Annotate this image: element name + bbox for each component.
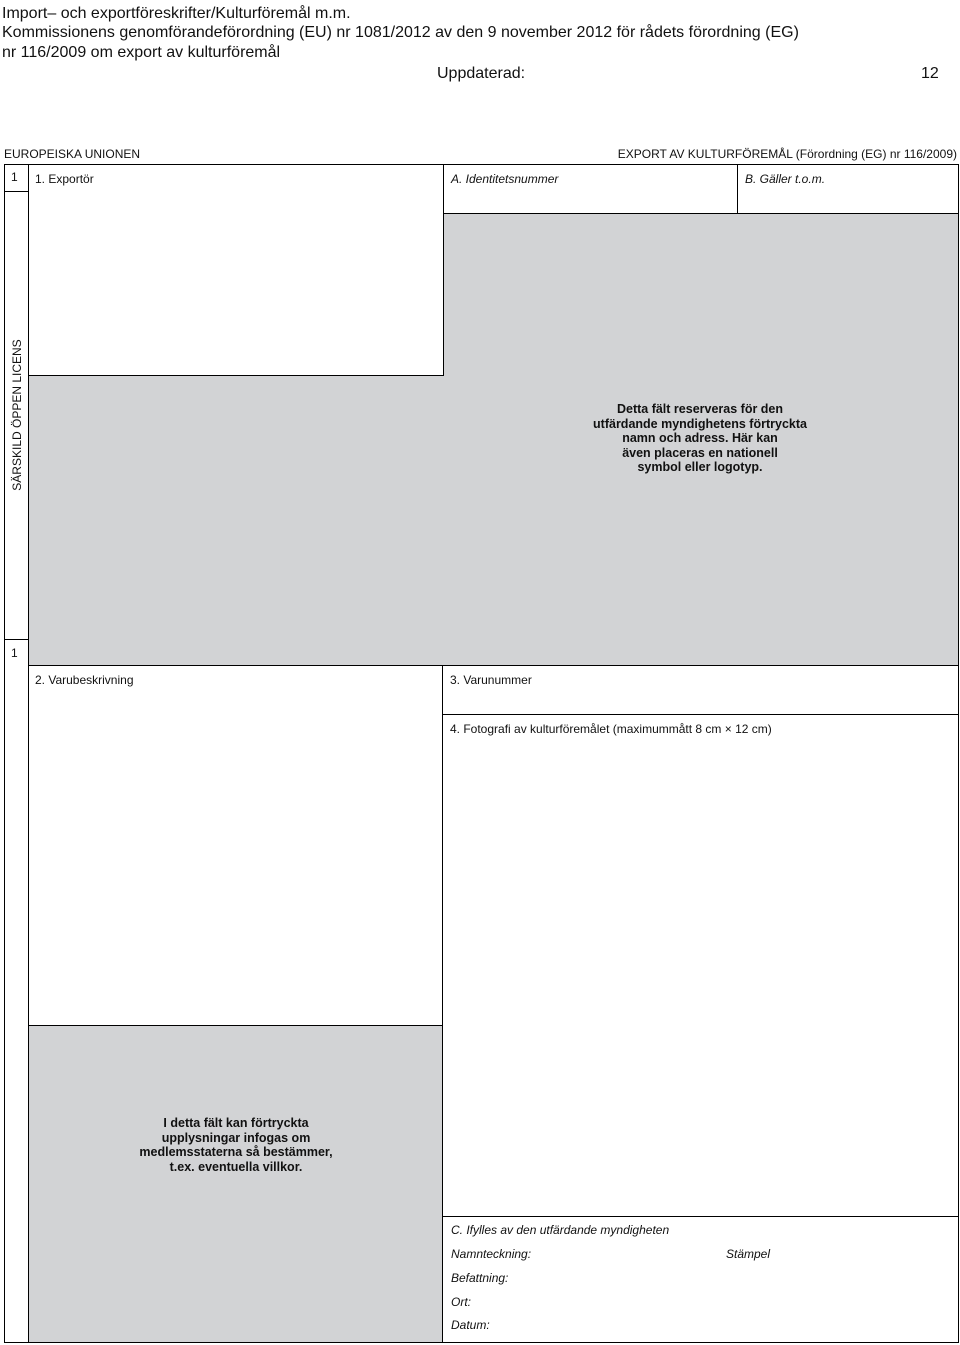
doc-title: Import– och exportföreskrifter/Kulturföremål m.m. bbox=[2, 5, 351, 22]
field-3-commodity-code: 3. Varunummer bbox=[450, 673, 532, 687]
copy-number-divider-bottom bbox=[4, 639, 28, 640]
page-number: 12 bbox=[921, 65, 939, 82]
regulation-line: Kommissionens genomförandeförordning (EU) nr 1081/2012 av den 9 november 2012 för rådets förordning (EG) bbox=[2, 24, 799, 41]
reserved-note-line: utfärdande myndighetens förtryckta bbox=[593, 416, 807, 431]
reserved-note-line: namn och adress. Här kan bbox=[622, 431, 778, 445]
side-label: SÄRSKILD ÖPPEN LICENS bbox=[10, 339, 24, 491]
eu-title: EUROPEISKA UNIONEN bbox=[4, 147, 141, 161]
field-4-photo: 4. Fotografi av kulturföremålet (maximummått 8 cm × 12 cm) bbox=[450, 722, 772, 736]
copy-number-bottom: 1 bbox=[11, 646, 18, 660]
description-divider bbox=[442, 665, 443, 1343]
date-label: Datum: bbox=[451, 1318, 490, 1332]
photo-bottom bbox=[442, 1216, 959, 1217]
signature-label: Namnteckning: bbox=[451, 1247, 532, 1261]
field-2-description: 2. Varubeskrivning bbox=[35, 673, 134, 687]
reserved-note-line: även placeras en nationell bbox=[622, 445, 778, 460]
member-state-note-line: I detta fält kan förtryckta bbox=[163, 1116, 309, 1130]
field-b-valid-until: B. Gäller t.o.m. bbox=[745, 172, 826, 186]
reserved-note-line: Detta fält reserveras för den bbox=[616, 402, 784, 416]
field-c-authority: C. Ifylles av den utfärdande myndigheten bbox=[451, 1223, 670, 1237]
field-a-id-number: A. Identitetsnummer bbox=[451, 172, 559, 186]
reserved-note bbox=[580, 402, 820, 475]
member-state-note-line: t.ex. eventuella villkor. bbox=[169, 1159, 303, 1174]
reserved-note-line: symbol eller logotyp. bbox=[637, 460, 763, 474]
form-title: EXPORT AV KULTURFÖREMÅL (Förordning (EG) nr 116/2009) bbox=[617, 147, 957, 161]
member-state-note bbox=[110, 1116, 362, 1174]
field-a-b-divider bbox=[737, 164, 738, 214]
position-label: Befattning: bbox=[451, 1271, 509, 1285]
place-label: Ort: bbox=[451, 1295, 471, 1309]
commodity-code-bottom bbox=[442, 714, 959, 715]
member-state-note-line: medlemsstaterna så bestämmer, bbox=[139, 1145, 333, 1159]
member-state-note-line: upplysningar infogas om bbox=[161, 1130, 311, 1145]
regulation-line-2: nr 116/2009 om export av kulturföremål bbox=[2, 44, 281, 61]
member-state-area bbox=[29, 1026, 442, 1342]
stamp-label: Stämpel bbox=[726, 1247, 771, 1261]
copy-number-divider-top bbox=[4, 191, 28, 192]
field-1-exporter: 1. Exportör bbox=[35, 172, 94, 186]
reserved-bottom bbox=[28, 665, 959, 666]
reserved-area-upper bbox=[444, 214, 958, 376]
updated-label: Uppdaterad: bbox=[437, 65, 526, 82]
copy-number-top: 1 bbox=[11, 170, 18, 184]
